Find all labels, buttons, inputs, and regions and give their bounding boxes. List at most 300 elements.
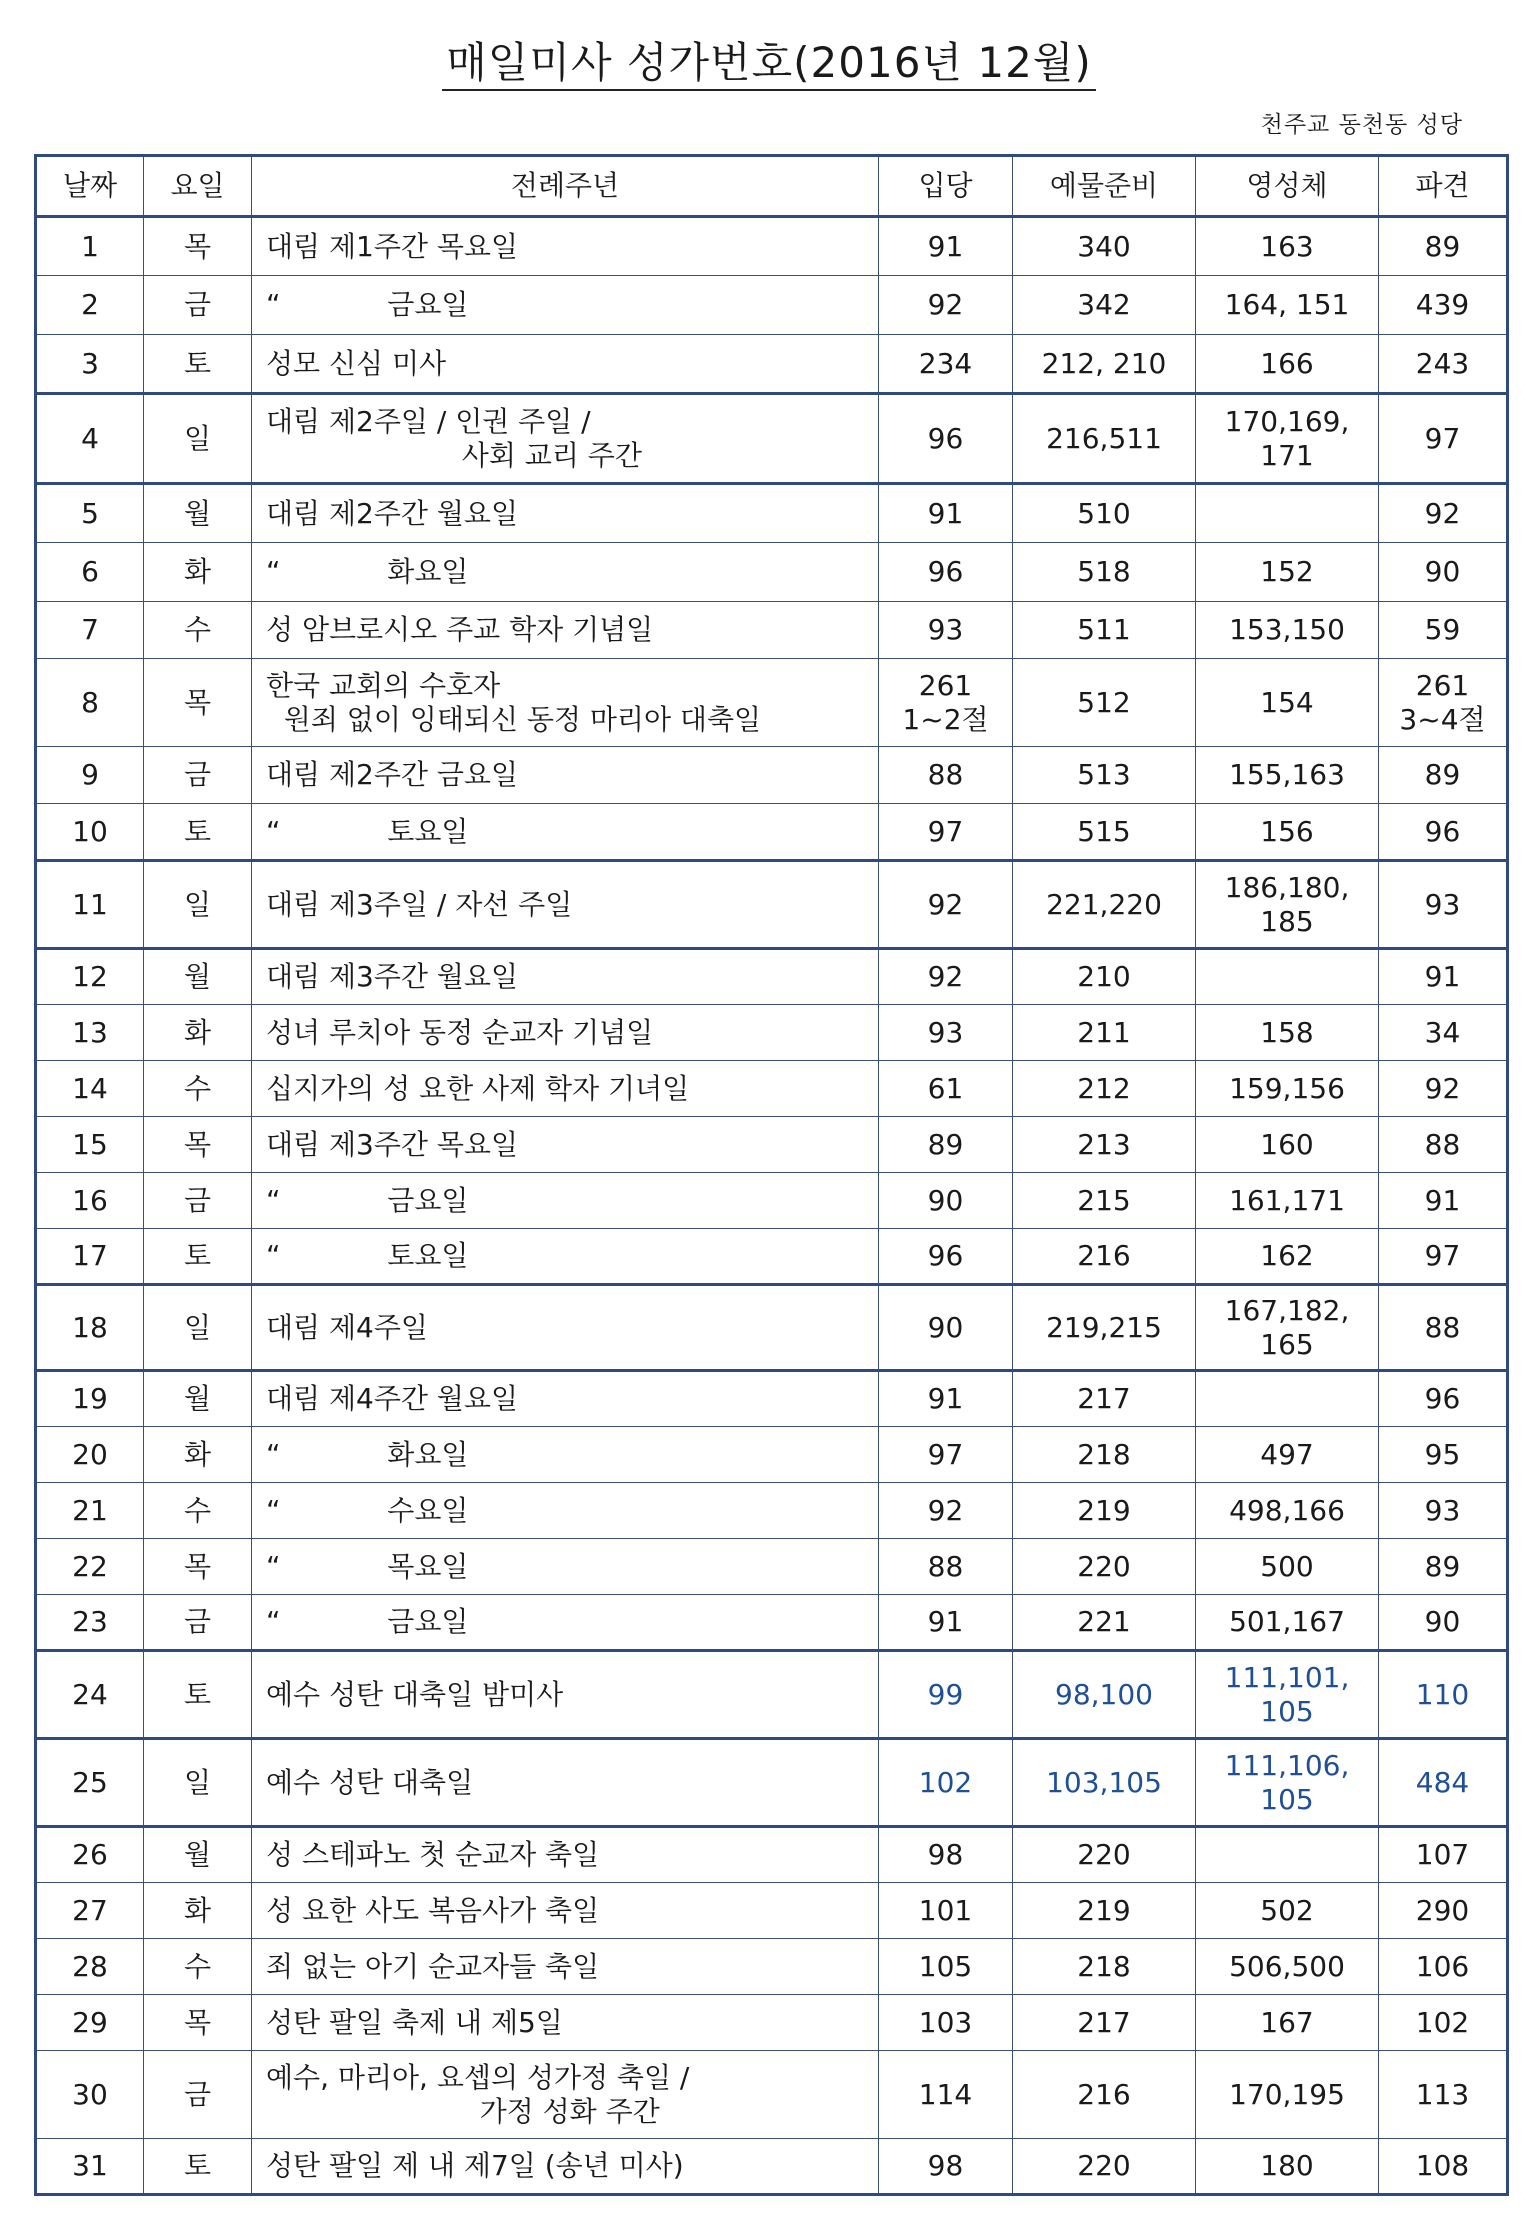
entrance-cell-line: 91 bbox=[927, 496, 964, 530]
table-row bbox=[36, 1651, 1508, 1739]
liturgy-cell bbox=[252, 484, 879, 543]
liturgy-cell bbox=[252, 1427, 879, 1483]
header-dismissal: 파견 bbox=[1379, 156, 1508, 217]
entrance-cell bbox=[879, 602, 1013, 659]
offertory-cell-line: 511 bbox=[1077, 613, 1131, 647]
offertory-cell-line: 342 bbox=[1077, 288, 1131, 322]
table-row bbox=[36, 747, 1508, 804]
table-row bbox=[36, 1883, 1508, 1939]
dismissal-cell-line: 34 bbox=[1424, 1015, 1461, 1049]
dismissal-cell bbox=[1379, 394, 1508, 484]
communion-cell-line: 498,166 bbox=[1229, 1493, 1345, 1527]
dismissal-cell-line: 439 bbox=[1415, 288, 1470, 322]
entrance-cell-line: 93 bbox=[927, 1015, 964, 1049]
liturgy-cell-line: 성 스테파노 첫 순교자 축일 bbox=[266, 1838, 600, 1872]
communion-cell-line: 170,195 bbox=[1229, 2077, 1345, 2111]
date-cell: 3 bbox=[36, 335, 144, 394]
offertory-cell-line: 216,511 bbox=[1046, 421, 1162, 455]
liturgy-cell-line: 성 암브로시오 주교 학자 기념일 bbox=[266, 613, 654, 647]
entrance-cell-line: 91 bbox=[927, 229, 964, 263]
offertory-cell bbox=[1013, 1595, 1196, 1651]
dismissal-cell-line: 102 bbox=[1415, 2005, 1470, 2039]
liturgy-cell bbox=[252, 949, 879, 1005]
entrance-cell-line: 89 bbox=[927, 1127, 964, 1161]
liturgy-cell-line: 성탄 팔일 제 내 제7일 (송년 미사) bbox=[266, 2149, 684, 2183]
header-entrance: 입당 bbox=[879, 156, 1013, 217]
communion-cell-line: 164, 151 bbox=[1224, 288, 1350, 322]
liturgy-cell bbox=[252, 804, 879, 861]
day-cell: 월 bbox=[144, 1371, 252, 1427]
liturgy-cell bbox=[252, 543, 879, 602]
liturgy-cell-line: “ 화요일 bbox=[266, 555, 469, 589]
liturgy-cell-line: 예수, 마리아, 요셉의 성가정 축일 / bbox=[266, 2061, 690, 2095]
entrance-cell-line: 96 bbox=[927, 1239, 964, 1273]
liturgy-cell-line: 대림 제3주일 / 자선 주일 bbox=[266, 887, 573, 921]
dismissal-cell bbox=[1379, 804, 1508, 861]
dismissal-cell bbox=[1379, 1651, 1508, 1739]
date-cell: 5 bbox=[36, 484, 144, 543]
dismissal-cell bbox=[1379, 2139, 1508, 2195]
dismissal-cell-line: 261 bbox=[1415, 669, 1470, 703]
day-cell: 목 bbox=[144, 1117, 252, 1173]
communion-cell-line: 163 bbox=[1260, 229, 1314, 263]
entrance-cell bbox=[879, 1539, 1013, 1595]
table-row bbox=[36, 1483, 1508, 1539]
communion-cell-line: 171 bbox=[1260, 438, 1314, 472]
dismissal-cell bbox=[1379, 659, 1508, 747]
header-liturgy: 전례주년 bbox=[252, 156, 879, 217]
communion-cell bbox=[1196, 543, 1379, 602]
liturgy-cell-line: 성모 신심 미사 bbox=[266, 346, 447, 380]
entrance-cell bbox=[879, 543, 1013, 602]
dismissal-cell bbox=[1379, 1371, 1508, 1427]
communion-cell bbox=[1196, 1595, 1379, 1651]
offertory-cell-line: 215 bbox=[1077, 1183, 1131, 1217]
offertory-cell-line: 220 bbox=[1077, 1838, 1131, 1872]
table-row bbox=[36, 543, 1508, 602]
entrance-cell-line: 99 bbox=[927, 1677, 964, 1711]
offertory-cell bbox=[1013, 1939, 1196, 1995]
liturgy-cell-line: “ 토요일 bbox=[266, 814, 469, 848]
day-cell: 월 bbox=[144, 484, 252, 543]
communion-cell-line: 111,101, bbox=[1224, 1661, 1350, 1695]
table-row bbox=[36, 1739, 1508, 1827]
entrance-cell bbox=[879, 1827, 1013, 1883]
offertory-cell-line: 217 bbox=[1077, 1382, 1131, 1416]
dismissal-cell bbox=[1379, 2051, 1508, 2139]
offertory-cell-line: 340 bbox=[1077, 229, 1131, 263]
offertory-cell bbox=[1013, 1995, 1196, 2051]
entrance-cell-line: 92 bbox=[927, 887, 964, 921]
liturgy-cell-line: 대림 제4주간 월요일 bbox=[266, 1382, 519, 1416]
entrance-cell bbox=[879, 1061, 1013, 1117]
entrance-cell bbox=[879, 1939, 1013, 1995]
entrance-cell-line: 97 bbox=[927, 1437, 964, 1471]
communion-cell bbox=[1196, 1005, 1379, 1061]
liturgy-cell-line: “ 토요일 bbox=[266, 1239, 469, 1273]
dismissal-cell-line: 88 bbox=[1424, 1127, 1461, 1161]
communion-cell bbox=[1196, 861, 1379, 949]
dismissal-cell-line: 96 bbox=[1424, 814, 1461, 848]
offertory-cell-line: 515 bbox=[1077, 814, 1131, 848]
dismissal-cell bbox=[1379, 335, 1508, 394]
liturgy-cell bbox=[252, 1995, 879, 2051]
liturgy-cell bbox=[252, 1883, 879, 1939]
liturgy-cell-line: 대림 제3주간 목요일 bbox=[266, 1127, 519, 1161]
date-cell: 2 bbox=[36, 276, 144, 335]
date-cell: 6 bbox=[36, 543, 144, 602]
offertory-cell-line: 211 bbox=[1077, 1015, 1131, 1049]
liturgy-cell-line: 원죄 없이 잉태되신 동정 마리아 대축일 bbox=[266, 702, 762, 736]
offertory-cell bbox=[1013, 276, 1196, 335]
dismissal-cell-line: 92 bbox=[1424, 496, 1461, 530]
date-cell: 23 bbox=[36, 1595, 144, 1651]
communion-cell bbox=[1196, 1371, 1379, 1427]
entrance-cell bbox=[879, 1371, 1013, 1427]
liturgy-cell bbox=[252, 1483, 879, 1539]
day-cell: 월 bbox=[144, 949, 252, 1005]
dismissal-cell bbox=[1379, 1061, 1508, 1117]
liturgy-cell bbox=[252, 1739, 879, 1827]
communion-cell-line: 185 bbox=[1260, 904, 1314, 938]
liturgy-cell bbox=[252, 1371, 879, 1427]
entrance-cell bbox=[879, 1651, 1013, 1739]
table-row bbox=[36, 484, 1508, 543]
dismissal-cell bbox=[1379, 949, 1508, 1005]
dismissal-cell bbox=[1379, 602, 1508, 659]
liturgy-cell bbox=[252, 276, 879, 335]
dismissal-cell bbox=[1379, 747, 1508, 804]
entrance-cell-line: 96 bbox=[927, 555, 964, 589]
communion-cell-line: 160 bbox=[1260, 1127, 1314, 1161]
dismissal-cell-line: 91 bbox=[1424, 960, 1461, 994]
offertory-cell-line: 219 bbox=[1077, 1493, 1131, 1527]
liturgy-cell bbox=[252, 1173, 879, 1229]
communion-cell-line: 497 bbox=[1260, 1437, 1314, 1471]
offertory-cell-line: 216 bbox=[1077, 2077, 1131, 2111]
communion-cell bbox=[1196, 949, 1379, 1005]
entrance-cell-line: 1~2절 bbox=[902, 702, 989, 736]
day-cell: 화 bbox=[144, 1427, 252, 1483]
table-row bbox=[36, 2051, 1508, 2139]
communion-cell-line: 159,156 bbox=[1229, 1071, 1345, 1105]
offertory-cell bbox=[1013, 659, 1196, 747]
header-day: 요일 bbox=[144, 156, 252, 217]
communion-cell bbox=[1196, 1173, 1379, 1229]
date-cell: 9 bbox=[36, 747, 144, 804]
liturgy-cell bbox=[252, 602, 879, 659]
offertory-cell bbox=[1013, 217, 1196, 276]
dismissal-cell-line: 90 bbox=[1424, 555, 1461, 589]
communion-cell-line: 155,163 bbox=[1229, 758, 1345, 792]
dismissal-cell-line: 89 bbox=[1424, 229, 1461, 263]
offertory-cell-line: 513 bbox=[1077, 758, 1131, 792]
entrance-cell bbox=[879, 1739, 1013, 1827]
communion-cell bbox=[1196, 2139, 1379, 2195]
dismissal-cell-line: 90 bbox=[1424, 1605, 1461, 1639]
day-cell: 토 bbox=[144, 2139, 252, 2195]
dismissal-cell-line: 113 bbox=[1415, 2077, 1470, 2111]
offertory-cell-line: 98,100 bbox=[1055, 1677, 1153, 1711]
liturgy-cell-line: 대림 제3주간 월요일 bbox=[266, 960, 519, 994]
day-cell: 일 bbox=[144, 1739, 252, 1827]
header-communion: 영성체 bbox=[1196, 156, 1379, 217]
entrance-cell-line: 92 bbox=[927, 960, 964, 994]
communion-cell bbox=[1196, 484, 1379, 543]
table-row bbox=[36, 1173, 1508, 1229]
entrance-cell-line: 97 bbox=[927, 814, 964, 848]
offertory-cell-line: 216 bbox=[1077, 1239, 1131, 1273]
communion-cell-line: 165 bbox=[1260, 1327, 1314, 1361]
liturgy-cell-line: 가정 성화 주간 bbox=[266, 2094, 660, 2128]
communion-cell-line: 152 bbox=[1260, 555, 1314, 589]
liturgy-cell-line: “ 목요일 bbox=[266, 1549, 469, 1583]
liturgy-cell bbox=[252, 2139, 879, 2195]
communion-cell bbox=[1196, 1229, 1379, 1285]
entrance-cell-line: 102 bbox=[918, 1765, 973, 1799]
dismissal-cell bbox=[1379, 1005, 1508, 1061]
liturgy-cell-line: 성 요한 사도 복음사가 축일 bbox=[266, 1893, 600, 1927]
communion-cell-line: 156 bbox=[1260, 814, 1314, 848]
entrance-cell bbox=[879, 1427, 1013, 1483]
day-cell: 목 bbox=[144, 659, 252, 747]
offertory-cell-line: 217 bbox=[1077, 2005, 1131, 2039]
dismissal-cell-line: 89 bbox=[1424, 1549, 1461, 1583]
entrance-cell-line: 92 bbox=[927, 288, 964, 322]
table-row bbox=[36, 2139, 1508, 2195]
communion-cell-line: 105 bbox=[1260, 1782, 1314, 1816]
offertory-cell-line: 518 bbox=[1077, 555, 1131, 589]
date-cell: 24 bbox=[36, 1651, 144, 1739]
day-cell: 수 bbox=[144, 1939, 252, 1995]
entrance-cell-line: 88 bbox=[927, 1549, 964, 1583]
date-cell: 29 bbox=[36, 1995, 144, 2051]
dismissal-cell-line: 97 bbox=[1424, 421, 1461, 455]
dismissal-cell bbox=[1379, 276, 1508, 335]
date-cell: 21 bbox=[36, 1483, 144, 1539]
communion-cell bbox=[1196, 1739, 1379, 1827]
table-row bbox=[36, 1595, 1508, 1651]
entrance-cell bbox=[879, 1117, 1013, 1173]
offertory-cell-line: 220 bbox=[1077, 2149, 1131, 2183]
table-row bbox=[36, 602, 1508, 659]
offertory-cell-line: 219,215 bbox=[1046, 1310, 1162, 1344]
communion-cell-line: 180 bbox=[1260, 2149, 1314, 2183]
day-cell: 금 bbox=[144, 747, 252, 804]
offertory-cell bbox=[1013, 543, 1196, 602]
day-cell: 토 bbox=[144, 1651, 252, 1739]
offertory-cell-line: 221,220 bbox=[1046, 887, 1162, 921]
entrance-cell bbox=[879, 335, 1013, 394]
dismissal-cell-line: 92 bbox=[1424, 1071, 1461, 1105]
entrance-cell bbox=[879, 1173, 1013, 1229]
liturgy-cell bbox=[252, 861, 879, 949]
liturgy-cell bbox=[252, 1117, 879, 1173]
liturgy-cell-line: 대림 제2주간 금요일 bbox=[266, 758, 519, 792]
date-cell: 31 bbox=[36, 2139, 144, 2195]
hymn-table bbox=[34, 154, 1509, 2196]
offertory-cell bbox=[1013, 1173, 1196, 1229]
dismissal-cell-line: 93 bbox=[1424, 887, 1461, 921]
date-cell: 16 bbox=[36, 1173, 144, 1229]
communion-cell-line: 167 bbox=[1260, 2005, 1314, 2039]
liturgy-cell-line: 성녀 루치아 동정 순교자 기념일 bbox=[266, 1015, 654, 1049]
day-cell: 수 bbox=[144, 1483, 252, 1539]
day-cell: 금 bbox=[144, 2051, 252, 2139]
communion-cell bbox=[1196, 1061, 1379, 1117]
entrance-cell bbox=[879, 1285, 1013, 1371]
dismissal-cell-line: 108 bbox=[1415, 2149, 1470, 2183]
header-offertory: 예물준비 bbox=[1013, 156, 1196, 217]
offertory-cell-line: 213 bbox=[1077, 1127, 1131, 1161]
communion-cell-line: 500 bbox=[1260, 1549, 1314, 1583]
dismissal-cell bbox=[1379, 861, 1508, 949]
date-cell: 7 bbox=[36, 602, 144, 659]
dismissal-cell bbox=[1379, 1595, 1508, 1651]
offertory-cell-line: 221 bbox=[1077, 1605, 1131, 1639]
communion-cell bbox=[1196, 602, 1379, 659]
dismissal-cell-line: 97 bbox=[1424, 1239, 1461, 1273]
liturgy-cell bbox=[252, 1229, 879, 1285]
dismissal-cell-line: 107 bbox=[1415, 1838, 1470, 1872]
offertory-cell-line: 103,105 bbox=[1046, 1765, 1162, 1799]
communion-cell-line: 153,150 bbox=[1229, 613, 1345, 647]
date-cell: 15 bbox=[36, 1117, 144, 1173]
table-row bbox=[36, 335, 1508, 394]
dismissal-cell bbox=[1379, 1739, 1508, 1827]
dismissal-cell-line: 93 bbox=[1424, 1493, 1461, 1527]
dismissal-cell bbox=[1379, 1285, 1508, 1371]
liturgy-cell bbox=[252, 394, 879, 484]
entrance-cell bbox=[879, 804, 1013, 861]
liturgy-cell-line: 죄 없는 아기 순교자들 축일 bbox=[266, 1949, 600, 1983]
entrance-cell-line: 114 bbox=[918, 2077, 973, 2111]
liturgy-cell bbox=[252, 1651, 879, 1739]
entrance-cell bbox=[879, 1595, 1013, 1651]
dismissal-cell-line: 95 bbox=[1424, 1437, 1461, 1471]
communion-cell-line: 186,180, bbox=[1224, 871, 1350, 905]
offertory-cell-line: 218 bbox=[1077, 1437, 1131, 1471]
date-cell: 26 bbox=[36, 1827, 144, 1883]
entrance-cell-line: 91 bbox=[927, 1605, 964, 1639]
offertory-cell bbox=[1013, 1883, 1196, 1939]
dismissal-cell-line: 3~4절 bbox=[1399, 702, 1486, 736]
date-cell: 28 bbox=[36, 1939, 144, 1995]
table-row bbox=[36, 1005, 1508, 1061]
day-cell: 금 bbox=[144, 1595, 252, 1651]
table-row bbox=[36, 1827, 1508, 1883]
communion-cell bbox=[1196, 335, 1379, 394]
table-row bbox=[36, 1427, 1508, 1483]
table-row bbox=[36, 1061, 1508, 1117]
dismissal-cell-line: 59 bbox=[1424, 613, 1461, 647]
table-body bbox=[36, 217, 1508, 2195]
dismissal-cell-line: 243 bbox=[1415, 346, 1470, 380]
offertory-cell-line: 212, 210 bbox=[1041, 346, 1167, 380]
offertory-cell-line: 510 bbox=[1077, 496, 1131, 530]
offertory-cell-line: 219 bbox=[1077, 1893, 1131, 1927]
communion-cell-line: 506,500 bbox=[1229, 1949, 1345, 1983]
dismissal-cell bbox=[1379, 1427, 1508, 1483]
day-cell: 일 bbox=[144, 861, 252, 949]
offertory-cell bbox=[1013, 949, 1196, 1005]
communion-cell-line: 170,169, bbox=[1224, 405, 1350, 439]
date-cell: 25 bbox=[36, 1739, 144, 1827]
liturgy-cell-line: 예수 성탄 대축일 bbox=[266, 1765, 474, 1799]
communion-cell bbox=[1196, 747, 1379, 804]
entrance-cell bbox=[879, 484, 1013, 543]
table-row bbox=[36, 1371, 1508, 1427]
entrance-cell bbox=[879, 217, 1013, 276]
table-row bbox=[36, 1539, 1508, 1595]
entrance-cell-line: 93 bbox=[927, 613, 964, 647]
table-row bbox=[36, 1995, 1508, 2051]
entrance-cell bbox=[879, 394, 1013, 484]
dismissal-cell bbox=[1379, 1883, 1508, 1939]
dismissal-cell-line: 484 bbox=[1415, 1765, 1470, 1799]
communion-cell-line: 167,182, bbox=[1224, 1294, 1350, 1328]
communion-cell bbox=[1196, 1427, 1379, 1483]
day-cell: 화 bbox=[144, 543, 252, 602]
liturgy-cell-line: “ 금요일 bbox=[266, 288, 469, 322]
entrance-cell-line: 234 bbox=[918, 346, 973, 380]
offertory-cell bbox=[1013, 2051, 1196, 2139]
offertory-cell bbox=[1013, 1427, 1196, 1483]
table-row bbox=[36, 861, 1508, 949]
liturgy-cell-line: 대림 제2주일 / 인권 주일 / bbox=[266, 405, 591, 439]
offertory-cell-line: 210 bbox=[1077, 960, 1131, 994]
communion-cell-line: 162 bbox=[1260, 1239, 1314, 1273]
liturgy-cell-line: 예수 성탄 대축일 밤미사 bbox=[266, 1677, 564, 1711]
communion-cell bbox=[1196, 276, 1379, 335]
entrance-cell-line: 105 bbox=[918, 1949, 973, 1983]
day-cell: 금 bbox=[144, 1173, 252, 1229]
entrance-cell-line: 92 bbox=[927, 1493, 964, 1527]
liturgy-cell bbox=[252, 217, 879, 276]
date-cell: 10 bbox=[36, 804, 144, 861]
offertory-cell bbox=[1013, 1483, 1196, 1539]
entrance-cell bbox=[879, 1005, 1013, 1061]
entrance-cell-line: 90 bbox=[927, 1310, 964, 1344]
offertory-cell bbox=[1013, 1117, 1196, 1173]
liturgy-cell bbox=[252, 1539, 879, 1595]
day-cell: 금 bbox=[144, 276, 252, 335]
table-row bbox=[36, 1117, 1508, 1173]
liturgy-cell bbox=[252, 659, 879, 747]
offertory-cell-line: 218 bbox=[1077, 1949, 1131, 1983]
entrance-cell-line: 90 bbox=[927, 1183, 964, 1217]
entrance-cell-line: 103 bbox=[918, 2005, 973, 2039]
entrance-cell bbox=[879, 747, 1013, 804]
date-cell: 18 bbox=[36, 1285, 144, 1371]
offertory-cell bbox=[1013, 602, 1196, 659]
date-cell: 13 bbox=[36, 1005, 144, 1061]
liturgy-cell bbox=[252, 1005, 879, 1061]
dismissal-cell bbox=[1379, 1229, 1508, 1285]
entrance-cell-line: 98 bbox=[927, 1838, 964, 1872]
entrance-cell bbox=[879, 2051, 1013, 2139]
offertory-cell bbox=[1013, 1739, 1196, 1827]
entrance-cell-line: 91 bbox=[927, 1382, 964, 1416]
communion-cell bbox=[1196, 1827, 1379, 1883]
dismissal-cell-line: 88 bbox=[1424, 1310, 1461, 1344]
date-cell: 30 bbox=[36, 2051, 144, 2139]
communion-cell bbox=[1196, 2051, 1379, 2139]
entrance-cell bbox=[879, 276, 1013, 335]
liturgy-cell bbox=[252, 1595, 879, 1651]
offertory-cell bbox=[1013, 1371, 1196, 1427]
communion-cell-line: 105 bbox=[1260, 1694, 1314, 1728]
